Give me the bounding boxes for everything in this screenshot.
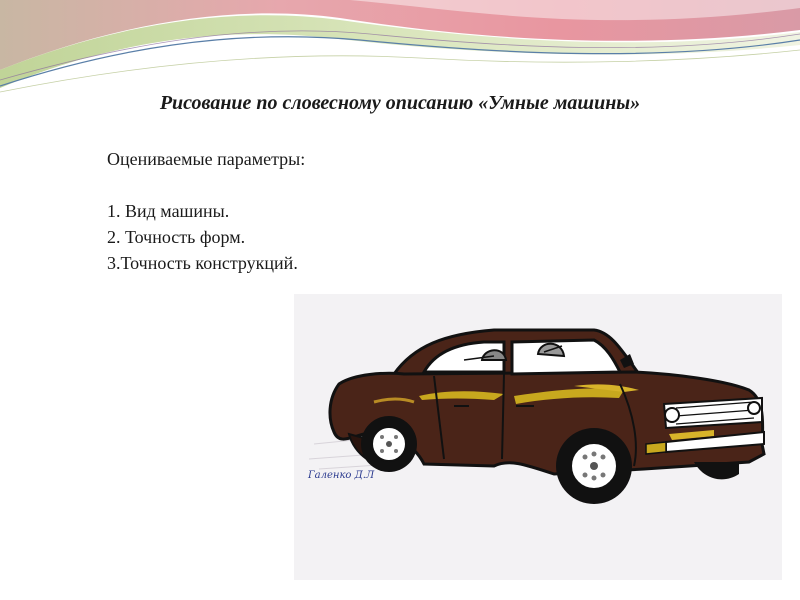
car-drawing-svg (294, 294, 782, 580)
car-wheel-front (556, 428, 632, 504)
car-wheel-rear (361, 416, 417, 472)
params-block (107, 146, 607, 276)
params-heading: Оцениваемые параметры: (107, 149, 306, 169)
car-drawing (294, 294, 782, 580)
header-wave-decoration (0, 0, 800, 100)
params-list (107, 198, 607, 276)
params-item-2: 2. Точность форм. (107, 227, 246, 247)
params-item-1: 1. Вид машины. (107, 201, 230, 221)
params-spacer (107, 172, 607, 198)
slide-title: Рисование по словесному описанию «Умные машины» (159, 92, 641, 114)
params-item-3: 3.Точность конструкций. (107, 253, 298, 273)
artist-signature: Галенко Д.Л (308, 470, 375, 481)
